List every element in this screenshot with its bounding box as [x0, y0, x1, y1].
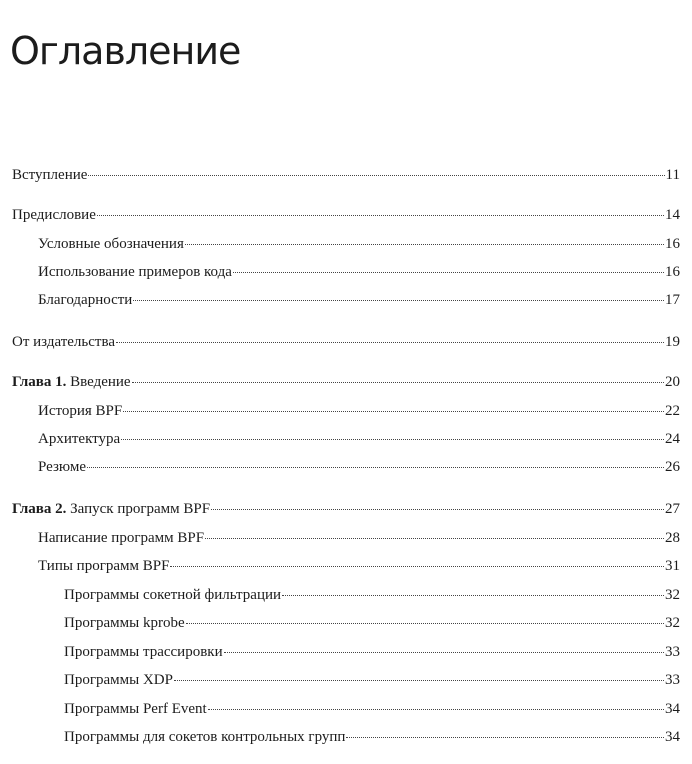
chapter-number: Глава 2. — [12, 501, 67, 517]
toc-entry-title: Программы сокетной фильтрации — [64, 587, 282, 603]
toc-entry-title: Программы XDP — [64, 672, 173, 688]
toc-entry-from-publisher[interactable] — [12, 334, 680, 351]
toc-entry-kprobe-programs[interactable] — [64, 615, 680, 632]
toc-entry-title: Программы Perf Event — [64, 701, 207, 717]
toc-entry-socket-filter-programs[interactable] — [64, 587, 680, 604]
dot-leader — [282, 595, 664, 596]
toc-entry-title: Программы трассировки — [64, 644, 223, 660]
dot-leader — [174, 680, 664, 681]
toc-entry-bpf-program-types[interactable] — [38, 558, 680, 575]
toc-page-number: 20 — [665, 374, 680, 390]
dot-leader — [205, 538, 664, 539]
toc-entry-chapter-2[interactable] — [12, 501, 680, 518]
toc-entry-title: Типы программ BPF — [38, 558, 170, 574]
toc-entry-title: Программы для сокетов контрольных групп — [64, 729, 346, 745]
dot-leader — [87, 467, 664, 468]
dot-leader — [224, 652, 664, 653]
toc-entry-title: Вступление — [12, 167, 88, 183]
chapter-number: Глава 1. — [12, 374, 67, 390]
dot-leader — [116, 342, 664, 343]
dot-leader — [233, 272, 664, 273]
toc-page-number: 16 — [665, 236, 680, 252]
dot-leader — [133, 300, 664, 301]
toc-page-number: 26 — [665, 459, 680, 475]
toc-entry-summary[interactable] — [38, 459, 680, 476]
toc-entry-acknowledgements[interactable] — [38, 292, 680, 309]
toc-entry-code-examples[interactable] — [38, 264, 680, 281]
toc-entry-title: Благодарности — [38, 292, 133, 308]
toc-entry-bpf-history[interactable] — [38, 403, 680, 420]
toc-page-number: 24 — [665, 431, 680, 447]
dot-leader — [211, 509, 664, 510]
dot-leader — [97, 215, 664, 216]
toc-entry-title — [12, 374, 131, 391]
dot-leader — [346, 737, 664, 738]
dot-leader — [186, 623, 664, 624]
chapter-title: Запуск программ BPF — [70, 501, 211, 517]
toc-entry-title: Программы kprobe — [64, 615, 185, 631]
toc-page-number: 34 — [665, 701, 680, 717]
toc-page-number: 28 — [665, 530, 680, 546]
toc-entry-title — [12, 501, 210, 518]
toc-page-number: 19 — [665, 334, 680, 350]
chapter-title: Введение — [70, 374, 131, 390]
toc-entry-architecture[interactable] — [38, 431, 680, 448]
dot-leader — [88, 175, 664, 176]
toc-entry-title: Написание программ BPF — [38, 530, 205, 546]
toc-entry-writing-bpf-programs[interactable] — [38, 530, 680, 547]
toc-entry-xdp-programs[interactable] — [64, 672, 680, 689]
toc-page-number: 31 — [665, 558, 680, 574]
toc-page-number: 34 — [665, 729, 680, 745]
dot-leader — [121, 439, 664, 440]
toc-entry-title: Резюме — [38, 459, 87, 475]
toc-entry-title: Предисловие — [12, 207, 96, 223]
toc-entry-preface[interactable] — [12, 207, 680, 224]
dot-leader — [123, 411, 664, 412]
toc-entry-title: История BPF — [38, 403, 123, 419]
toc-page-number: 27 — [665, 501, 680, 517]
page-title: Оглавление — [10, 29, 241, 74]
toc-entry-conventions[interactable] — [38, 236, 680, 253]
toc-page-number: 11 — [665, 167, 680, 183]
dot-leader — [208, 709, 664, 710]
toc-page-number: 33 — [665, 672, 680, 688]
toc-page-number: 33 — [665, 644, 680, 660]
toc-page-number: 14 — [665, 207, 680, 223]
toc-entry-preface-foreword[interactable] — [12, 167, 680, 184]
toc-entry-title: Использование примеров кода — [38, 264, 232, 280]
toc-entry-tracepoint-programs[interactable] — [64, 644, 680, 661]
toc-page-number: 32 — [665, 615, 680, 631]
dot-leader — [170, 566, 664, 567]
toc-page-number: 16 — [665, 264, 680, 280]
dot-leader — [185, 244, 664, 245]
toc-page-number: 32 — [665, 587, 680, 603]
toc-entry-chapter-1[interactable] — [12, 374, 680, 391]
toc-entry-title: Условные обозначения — [38, 236, 184, 252]
dot-leader — [132, 382, 664, 383]
toc-entry-cgroup-socket-programs[interactable] — [64, 729, 680, 746]
toc-entry-perf-event-programs[interactable] — [64, 701, 680, 718]
toc-page-number: 17 — [665, 292, 680, 308]
toc-entry-title: От издательства — [12, 334, 116, 350]
toc-page-number: 22 — [665, 403, 680, 419]
toc-entry-title: Архитектура — [38, 431, 121, 447]
